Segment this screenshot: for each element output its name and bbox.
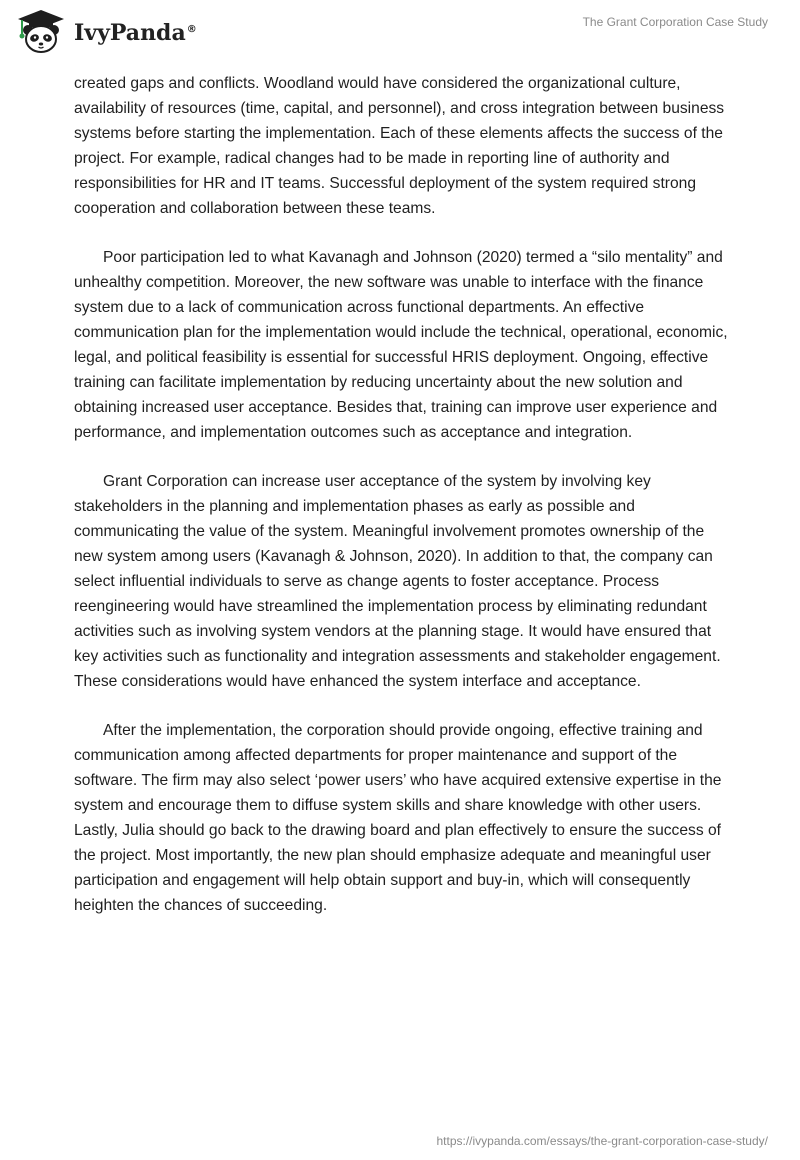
page-header	[0, 0, 800, 70]
paragraph-1: created gaps and conflicts. Woodland would have considered the organizational culture, availability of resources (time, capital, and personnel), and cross integration between business systems before starting the implementation. Each of these elements affects the success of the project. For example, radical changes had to be made in reporting line of authority and responsibilities for HR and IT teams. Successful deployment of the system required strong cooperation and collaboration between these teams.	[74, 75, 725, 217]
paragraph-2: Poor participation led to what Kavanagh and Johnson (2020) termed a “silo mentality” and unhealthy competition. Moreover, the new software was unable to interface with the finance system due to a lack of communication across functional departments. An effective communication plan for the implementation would include the technical, operational, economic, legal, and political feasibility is essential for successful HRIS deployment. Ongoing, effective training can facilitate implementation by reducing uncertainty about the new solution and obtaining increased user acceptance. Besides that, training can improve user experience and performance, and implementation outcomes such as acceptance and integration.	[74, 249, 728, 441]
brand-name	[74, 20, 197, 46]
source-url-link[interactable]: https://ivypanda.com/essays/the-grant-corporation-case-study/	[436, 1134, 768, 1148]
paragraph-4: After the implementation, the corporation should provide ongoing, effective training and communication among affected departments for proper maintenance and support of the software. The firm may also select ‘power users’ who have acquired extensive expertise in the system and encourage them to diffuse system skills and share knowledge with other users. Lastly, Julia should go back to the drawing board and plan effectively to ensure the success of the project. Most importantly, the new plan should emphasize adequate and meaningful user participation and engagement will help obtain support and buy-in, which will consequently heighten the chances of succeeding.	[74, 722, 722, 914]
document-title: The Grant Corporation Case Study	[582, 15, 768, 29]
registered-mark: ®	[186, 23, 197, 35]
panda-graduate-icon	[14, 8, 68, 54]
paragraph-3: Grant Corporation can increase user acceptance of the system by involving key stakeholders in the planning and implementation phases as early as possible and communicating the value of the system. Meaningful involvement promotes ownership of the new system among users (Kavanagh & Johnson, 2020). In addition to that, the company can select influential individuals to serve as change agents to foster acceptance. Process reengineering would have streamlined the implementation process by eliminating redundant activities such as involving system vendors at the planning stage. It would have ensured that key activities such as functionality and integration assessments and stakeholder engagement. These considerations would have enhanced the system interface and acceptance.	[74, 473, 721, 690]
essay-body	[74, 71, 734, 942]
ivypanda-logo[interactable]	[14, 8, 197, 54]
brand-wordmark: IvyPanda	[74, 20, 186, 46]
